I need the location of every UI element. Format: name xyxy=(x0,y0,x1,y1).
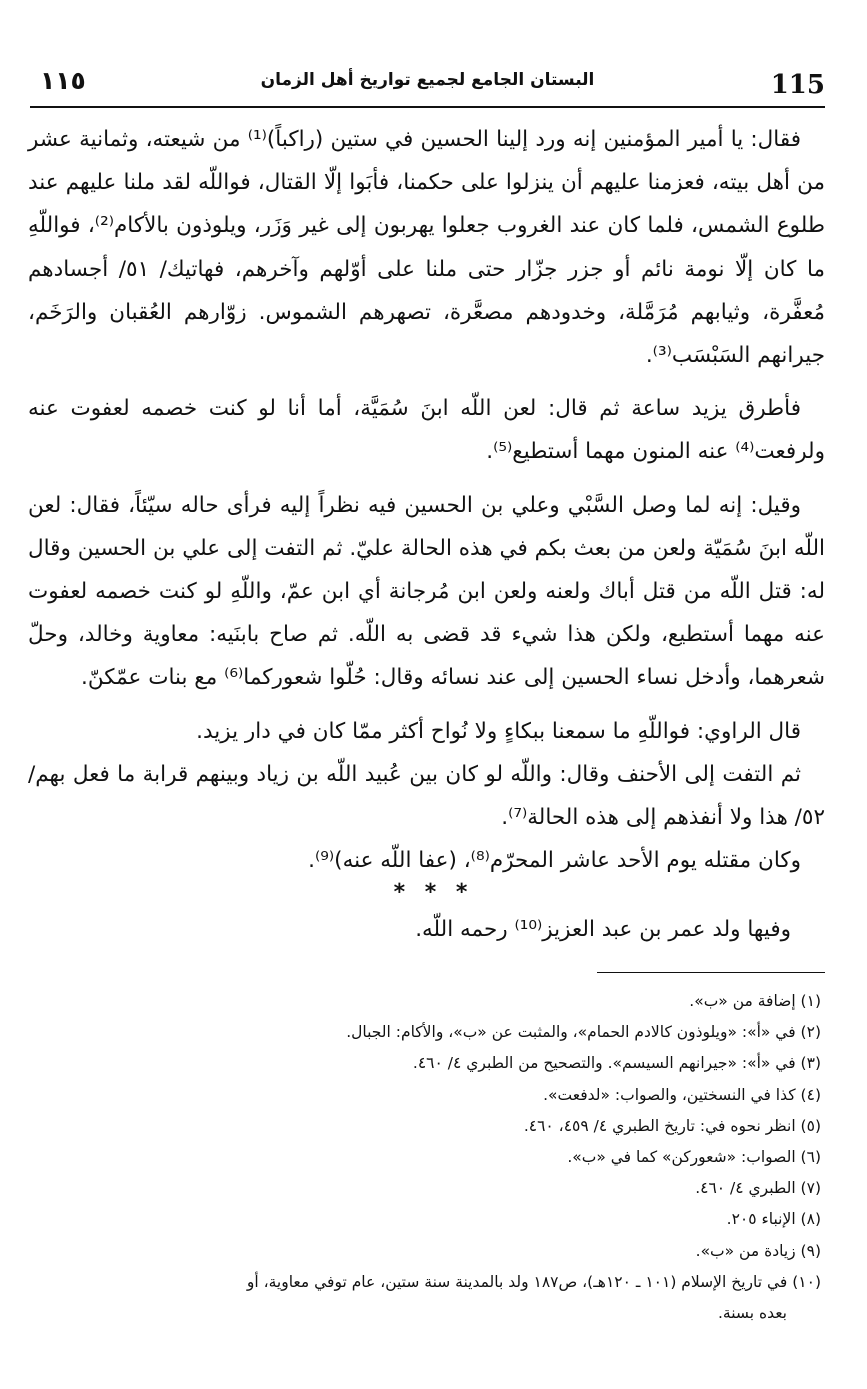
footnote: (٤) كذا في النسختين، والصواب: «لدفعت». xyxy=(543,1085,821,1104)
footnote: (٦) الصواب: «شعوركن» كما في «ب». xyxy=(567,1148,821,1167)
footnote: (٨) الإنباء ٢٠٥. xyxy=(726,1210,821,1229)
page-number-arabic: ١١٥ xyxy=(40,66,86,95)
footnote: (١٠) في تاريخ الإسلام (١٠١ ـ ١٢٠هـ)، ص١٨٧ ولد بالمدينة سنة ستين، عام توفي معاوية، أو xyxy=(246,1272,821,1291)
footnote-divider xyxy=(597,972,825,973)
main-text xyxy=(28,118,825,882)
section-separator: * * * xyxy=(393,880,474,905)
footnote: (٥) انظر نحوه في: تاريخ الطبري ٤/ ٤٥٩، ٤٦٠. xyxy=(523,1116,821,1135)
paragraph: فقال: يا أمير المؤمنين إنه ورد إلينا الحسين في ستين (راكباً)⁽¹⁾ من شيعته، وثمانية عشر من أهل بيته، فعزمنا عليهم أن ينزلوا على حكمنا، فأبَوا إلّا القتال، فواللّه لقد ملنا عليهم عند طلوع الشمس، فلما كان عند الغروب جعلوا يهربون إلى غير وَزَر، ويلوذون بالأكام⁽²⁾، فواللّهِ ما كان إلّا نومة نائم أو جزر جزّار حتى ملنا على أوّلهم وآخرهم، فهاتيك/ ٥١/ أجسادهم مُعفَّرة، وثيابهم مُرَمَّلة، وخدودهم مصعَّرة، تصهرهم الشموس. زوّارهم العُقبان والرَخَم، جيرانهم السَبْسَب⁽³⁾. xyxy=(28,127,826,369)
footnote: (٧) الطبري ٤/ ٤٦٠. xyxy=(695,1179,821,1198)
page-header xyxy=(30,62,825,108)
paragraph: وقيل: إنه لما وصل السَّبْي وعلي بن الحسين فيه نظراً إليه فرأى حاله سيّئاً، فقال: لعن اللّه ابنَ سُمَيّة ولعن من بعث بكم في هذه الحالة عليّ. ثم التفت إلى علي بن الحسين وقال له: قتل اللّه من قتل أباك ولعنه ولعن ابن مُرجانة أي ابن عمّ، واللّهِ لو كنت خصمه لعفوت عنه مهما أستطيع، ولكن هذا شيء قد قضى به اللّه. ثم صاح بابنَيه: معاوية وخالد، وحلّ شعرهما، وأدخل نساء الحسين إلى عند نسائه وقال: حُلّوا شعوركما⁽⁶⁾ مع بنات عمّكنّ. xyxy=(28,492,825,691)
footnote: (٢) في «أ»: «ويلوذون كالادم الحمام»، والمثبت عن «ب»، والأكام: الجبال. xyxy=(346,1023,821,1042)
footnote: (٣) في «أ»: «جيرانهم السيسم». والتصحيح من الطبري ٤/ ٤٦٠. xyxy=(412,1054,821,1073)
page-number-latin: 115 xyxy=(770,70,825,100)
footnotes xyxy=(28,986,821,1329)
running-title: البستان الجامع لجميع تواريخ أهل الزمان xyxy=(260,70,595,90)
footnote: (١) إضافة من «ب». xyxy=(689,992,821,1010)
paragraph: وكان مقتله يوم الأحد عاشر المحرّم⁽⁸⁾، (عفا اللّه عنه)⁽⁹⁾. xyxy=(308,848,801,874)
paragraph: فأطرق يزيد ساعة ثم قال: لعن اللّه ابنَ سُمَيَّة، أما أنا لو كنت خصمه لعفوت عنه ولرفعت⁽⁴⁾ عنه المنون مهما أستطيع⁽⁵⁾. xyxy=(28,396,825,465)
footnote: (٩) زيادة من «ب». xyxy=(695,1241,821,1260)
paragraph: قال الراوي: فواللّهِ ما سمعنا ببكاءٍ ولا نُواح أكثر ممّا كان في دار يزيد. xyxy=(196,718,801,744)
paragraph: ثم التفت إلى الأحنف وقال: واللّه لو كان بين عُبيد اللّه بن زياد وبينهم قرابة ما فعل بهم/ ٥٢/ هذا ولا أنفذهم إلى هذه الحالة⁽⁷⁾. xyxy=(28,761,825,831)
footnote-continuation: بعده بسنة. xyxy=(717,1304,787,1323)
paragraph: وفيها ولد عمر بن عبد العزيز⁽¹⁰⁾ رحمه اللّه. xyxy=(415,917,791,942)
